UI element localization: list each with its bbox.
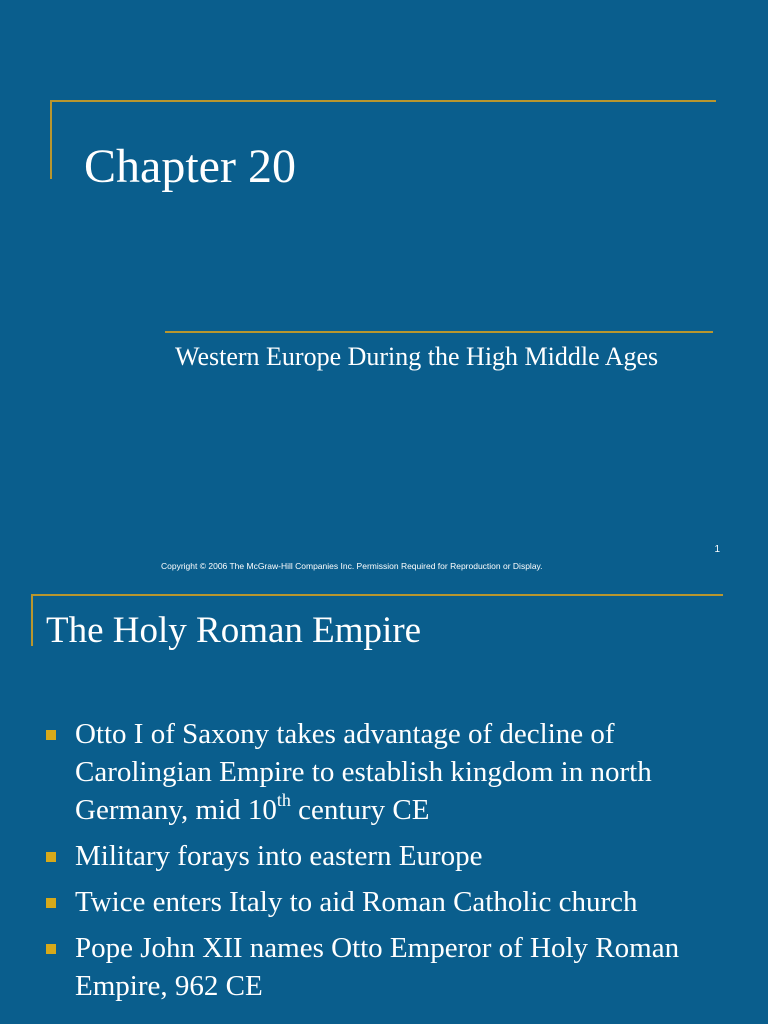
bullet-1-text: Otto I of Saxony takes advantage of decline of Carolingian Empire to establish kingdom in north Germany, mid 10 (75, 718, 652, 826)
slide-1-top-rule (50, 100, 716, 102)
slide-1-subtitle-rule (165, 331, 713, 333)
bullet-item-4 (46, 929, 736, 1005)
bullet-item-2 (46, 837, 736, 875)
bullet-1-superscript: th (276, 790, 291, 811)
bullet-item-1 (46, 715, 736, 829)
bullet-2-text: Military forays into eastern Europe (75, 840, 483, 872)
square-bullet-icon (46, 898, 56, 908)
bullet-3-text: Twice enters Italy to aid Roman Catholic church (75, 886, 638, 918)
square-bullet-icon (46, 852, 56, 862)
square-bullet-icon (46, 944, 56, 954)
bullet-1-text-end: century CE (290, 794, 430, 826)
bullet-item-3 (46, 883, 736, 921)
bullet-list (46, 715, 736, 1013)
slide-1-title: Chapter 20 (84, 140, 296, 193)
slide-1-left-rule (50, 100, 52, 179)
copyright-notice: Copyright © 2006 The McGraw-Hill Companies Inc. Permission Required for Reproduction or Display. (161, 561, 543, 571)
slide-1-subtitle: Western Europe During the High Middle Ages (175, 342, 659, 371)
slide-2-left-rule (31, 594, 33, 646)
slide-2-title: The Holy Roman Empire (46, 610, 422, 651)
bullet-4-text: Pope John XII names Otto Emperor of Holy Roman Empire, 962 CE (75, 932, 680, 1002)
square-bullet-icon (46, 730, 56, 740)
slide-number: 1 (714, 544, 720, 555)
slide-2-top-rule (31, 594, 723, 596)
